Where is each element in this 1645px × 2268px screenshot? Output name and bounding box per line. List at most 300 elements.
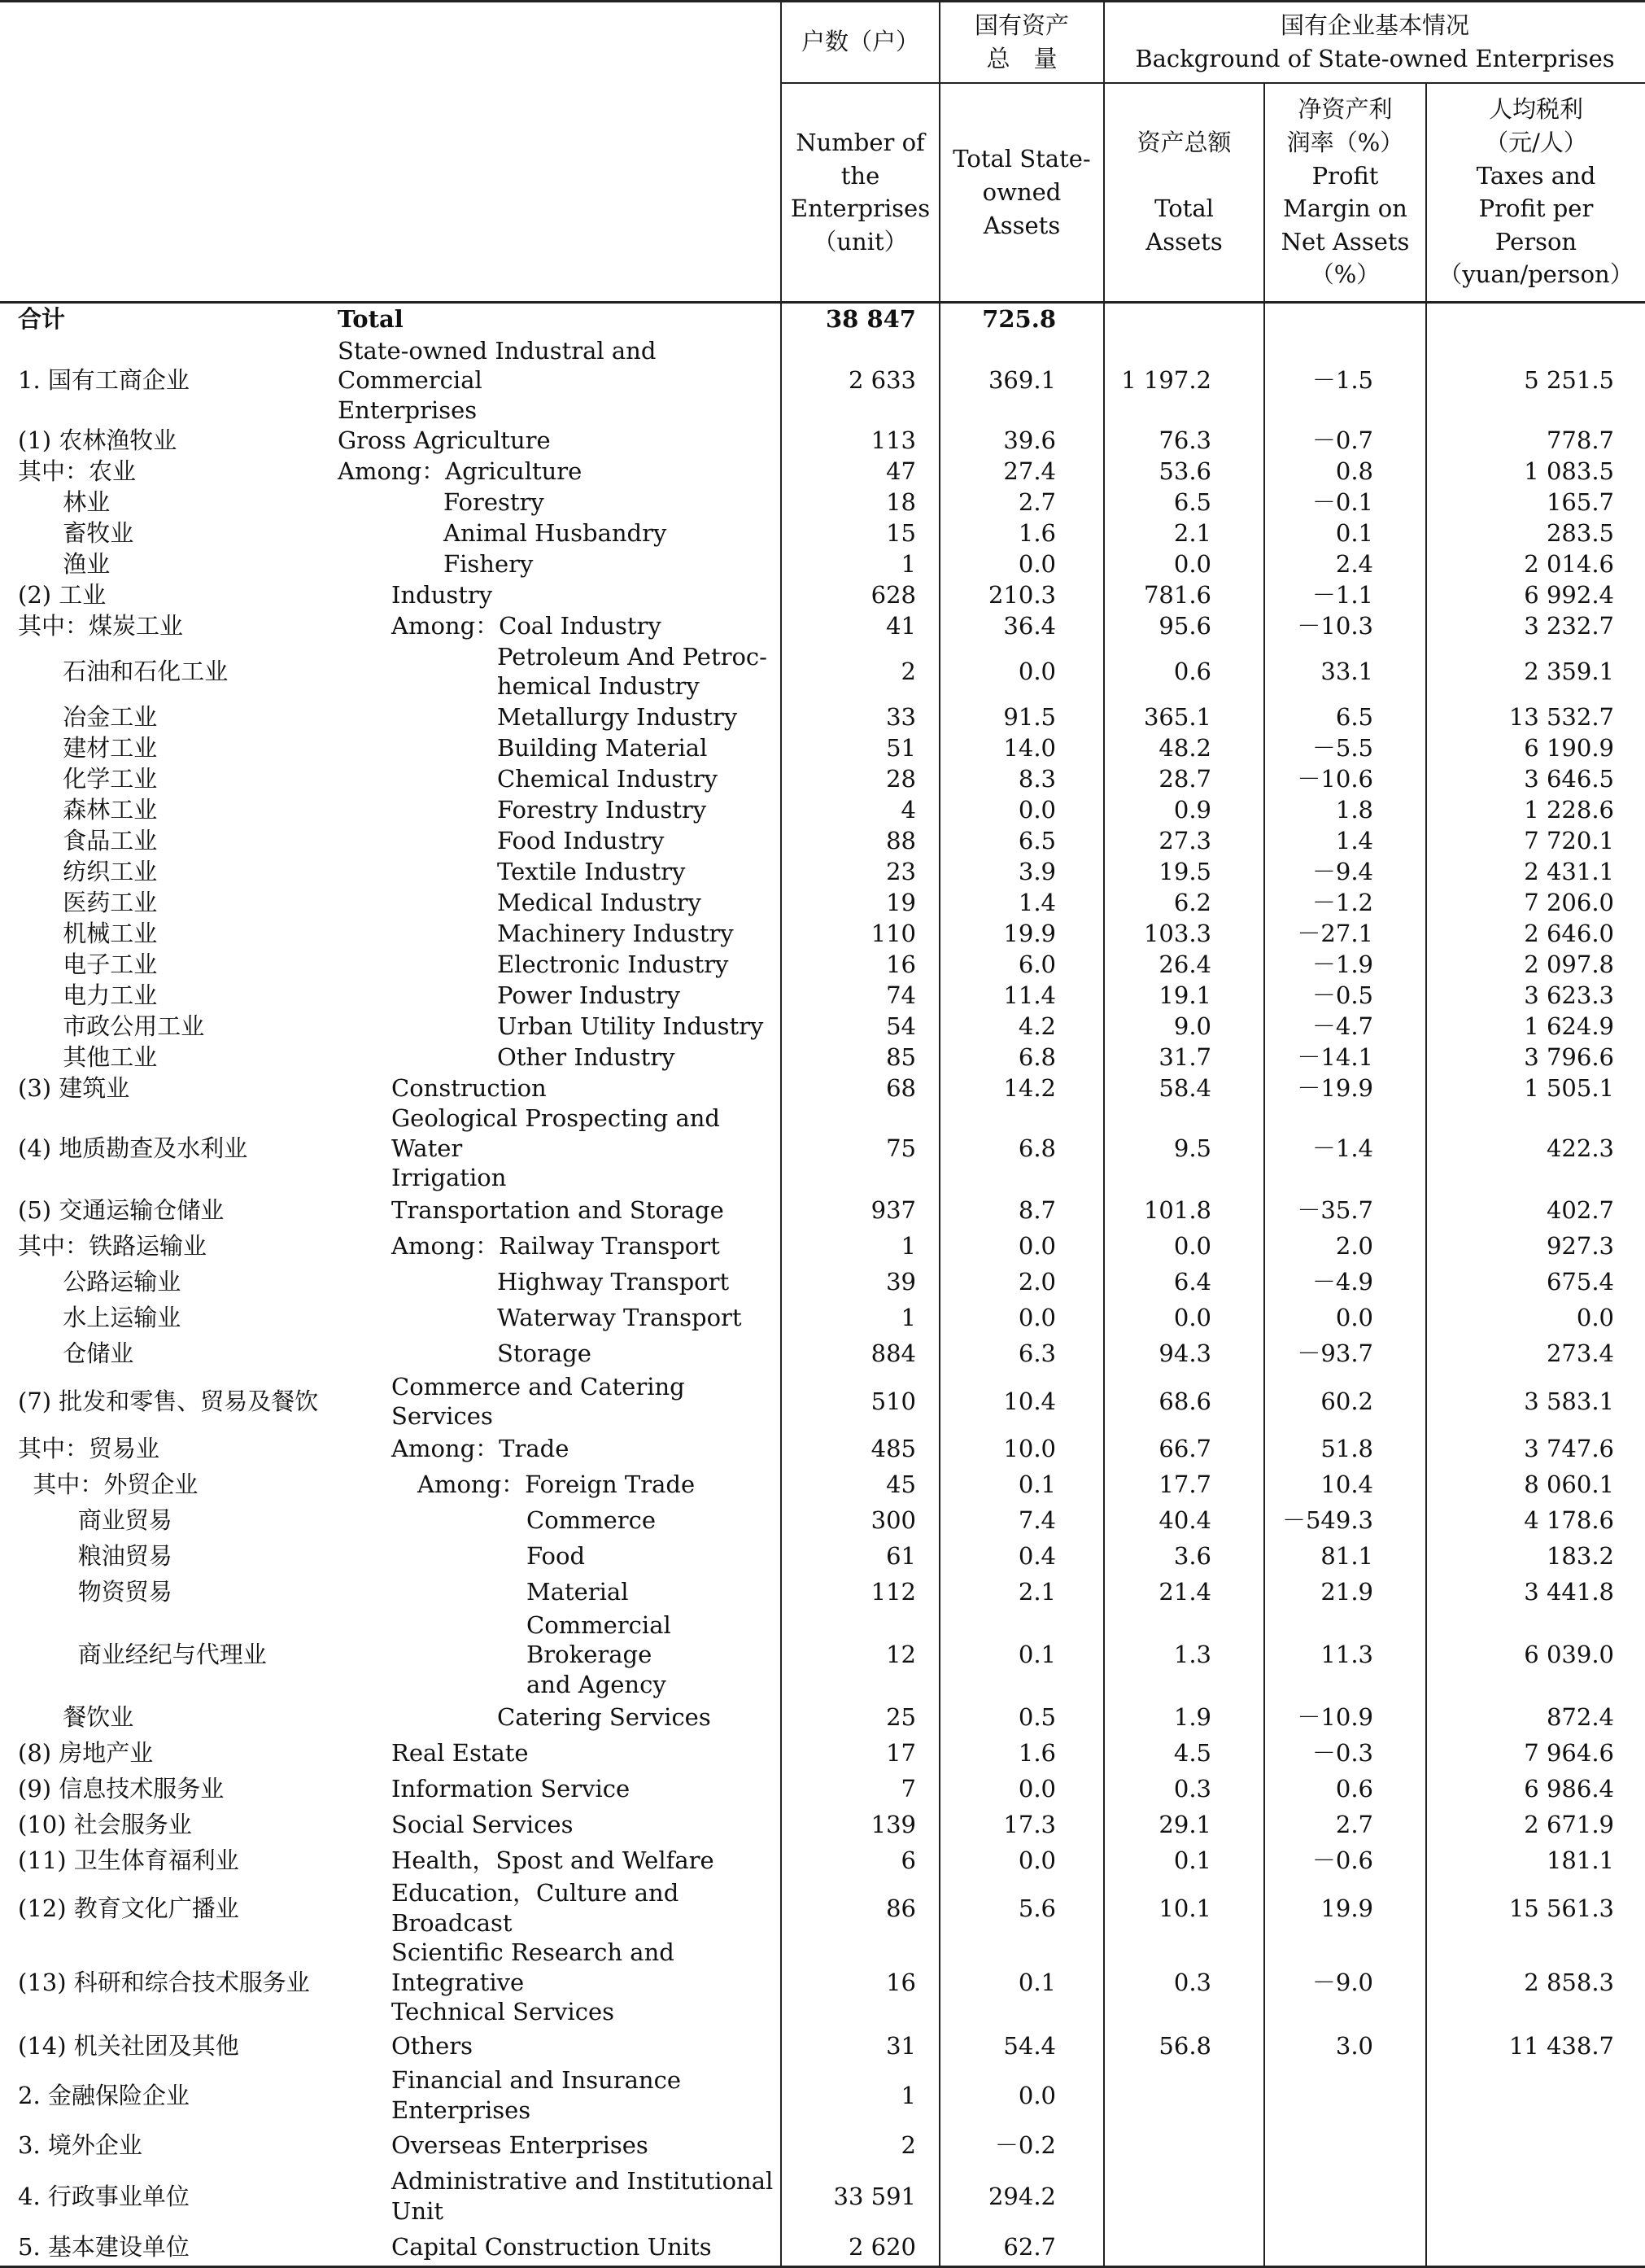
cell-enterprises: 1 [781, 1229, 940, 1265]
cell-state-assets: 91.5 [940, 701, 1104, 732]
row-label-zh: 其中：贸易业 [18, 1435, 160, 1463]
row-label-zh: 电子工业 [18, 950, 158, 978]
cell-profit-margin: －0.1 [1264, 487, 1426, 518]
header-background-zh: 国有企业基本情况 [1280, 11, 1469, 40]
row-label-zh: (2) 工业 [18, 580, 107, 609]
cell-profit-margin [1264, 2065, 1426, 2126]
cell-taxes-profit: 422.3 [1426, 1103, 1645, 1193]
cell-profit-margin [1264, 303, 1426, 336]
row-label-zh: 仓储业 [18, 1339, 134, 1368]
cell-total-assets: 0.6 [1104, 641, 1264, 701]
cell-profit-margin: 21.9 [1264, 1575, 1426, 1610]
row-label-en: Information Service [391, 1775, 631, 1803]
row-label-zh: 冶金工业 [18, 702, 158, 731]
cell-taxes-profit: 13 532.7 [1426, 701, 1645, 732]
cell-profit-margin [1264, 2126, 1426, 2164]
header-profit-margin: 净资产利 润率（%） Profit Margin on Net Assets （%） [1264, 83, 1426, 303]
table-row [0, 1878, 1645, 1938]
table-row [0, 1103, 1645, 1193]
header-taxes-profit: 人均税利 （元/人） Taxes and Profit per Person （yuan/person） [1426, 83, 1645, 303]
cell-taxes-profit: 283.5 [1426, 518, 1645, 548]
row-label-en: Forestry Industry [497, 795, 707, 824]
table-row [0, 1467, 1645, 1503]
cell-enterprises: 112 [781, 1575, 940, 1610]
table-row [0, 1193, 1645, 1229]
cell-state-assets: 1.6 [940, 1735, 1104, 1771]
cell-enterprises: 19 [781, 887, 940, 918]
cell-total-assets: 9.0 [1104, 1011, 1264, 1042]
cell-taxes-profit: 6 190.9 [1426, 732, 1645, 763]
table-row [0, 425, 1645, 456]
row-label-en: Commercial Brokerage and Agency [526, 1610, 671, 1698]
cell-total-assets: 1 197.2 [1104, 336, 1264, 426]
cell-profit-margin: －10.9 [1264, 1699, 1426, 1735]
cell-profit-margin: －1.1 [1264, 579, 1426, 610]
cell-taxes-profit: 2 858.3 [1426, 1938, 1645, 2027]
row-label-en: Other Industry [497, 1042, 675, 1071]
table-row [0, 336, 1645, 426]
cell-taxes-profit: 165.7 [1426, 487, 1645, 518]
cell-total-assets: 53.6 [1104, 456, 1264, 487]
cell-state-assets: 0.0 [940, 1771, 1104, 1807]
cell-taxes-profit: 2 431.1 [1426, 856, 1645, 887]
cell-enterprises: 51 [781, 732, 940, 763]
cell-taxes-profit: 1 624.9 [1426, 1011, 1645, 1042]
row-label-zh: 水上运输业 [18, 1304, 181, 1332]
cell-profit-margin: －0.6 [1264, 1842, 1426, 1878]
cell-profit-margin: －549.3 [1264, 1503, 1426, 1539]
cell-total-assets: 6.2 [1104, 887, 1264, 918]
cell-enterprises: 38 847 [781, 303, 940, 336]
cell-taxes-profit: 3 646.5 [1426, 763, 1645, 794]
cell-total-assets: 68.6 [1104, 1372, 1264, 1431]
row-label-en: Building Material [497, 733, 708, 762]
cell-profit-margin: －0.5 [1264, 980, 1426, 1011]
table-row [0, 1539, 1645, 1575]
table-row [0, 518, 1645, 548]
row-label-en: Others [391, 2031, 473, 2060]
cell-taxes-profit: 8 060.1 [1426, 1467, 1645, 1503]
cell-state-assets: 14.0 [940, 732, 1104, 763]
cell-total-assets: 21.4 [1104, 1575, 1264, 1610]
cell-total-assets: 103.3 [1104, 918, 1264, 949]
row-label-zh: (7) 批发和零售、贸易及餐饮 [18, 1387, 319, 1415]
cell-enterprises: 628 [781, 579, 940, 610]
cell-taxes-profit: 872.4 [1426, 1699, 1645, 1735]
cell-enterprises: 510 [781, 1372, 940, 1431]
cell-enterprises: 68 [781, 1073, 940, 1103]
cell-profit-margin: －4.9 [1264, 1265, 1426, 1300]
table-row [0, 641, 1645, 701]
row-label-en: Animal Husbandry [443, 518, 667, 547]
cell-enterprises: 54 [781, 1011, 940, 1042]
cell-enterprises: 17 [781, 1735, 940, 1771]
row-label-zh: 纺织工业 [18, 857, 158, 885]
row-label-zh: (13) 科研和综合技术服务业 [18, 1968, 310, 1996]
cell-profit-margin: －14.1 [1264, 1042, 1426, 1073]
cell-state-assets: 6.3 [940, 1336, 1104, 1372]
table-row [0, 548, 1645, 579]
cell-state-assets: 10.0 [940, 1431, 1104, 1467]
header-state-assets-zh: 国有资产 总 量 [940, 2, 1104, 83]
table-row [0, 1610, 1645, 1700]
cell-state-assets: 14.2 [940, 1073, 1104, 1103]
row-label-en: Health，Spost and Welfare [391, 1846, 714, 1875]
row-label-en: Commerce and Catering Services [391, 1372, 685, 1431]
cell-taxes-profit: 927.3 [1426, 1229, 1645, 1265]
cell-total-assets: 9.5 [1104, 1103, 1264, 1193]
cell-enterprises: 884 [781, 1336, 940, 1372]
cell-state-assets: 294.2 [940, 2164, 1104, 2229]
row-label-zh: 医药工业 [18, 888, 158, 916]
cell-taxes-profit: 4 178.6 [1426, 1503, 1645, 1539]
cell-enterprises: 300 [781, 1503, 940, 1539]
row-label-en: Catering Services [497, 1703, 711, 1732]
row-label-zh: 电力工业 [18, 981, 158, 1009]
cell-taxes-profit: 1 083.5 [1426, 456, 1645, 487]
cell-enterprises: 12 [781, 1610, 940, 1700]
cell-state-assets: 54.4 [940, 2027, 1104, 2065]
cell-enterprises: 28 [781, 763, 940, 794]
cell-profit-margin: 19.9 [1264, 1878, 1426, 1938]
row-label-zh: 商业贸易 [18, 1506, 172, 1535]
cell-taxes-profit: 6 039.0 [1426, 1610, 1645, 1700]
cell-enterprises: 61 [781, 1539, 940, 1575]
cell-total-assets: 40.4 [1104, 1503, 1264, 1539]
table-row [0, 2229, 1645, 2266]
cell-total-assets [1104, 2065, 1264, 2126]
row-label-en: Among：Trade [391, 1435, 569, 1463]
cell-total-assets: 1.3 [1104, 1610, 1264, 1700]
cell-state-assets: 36.4 [940, 610, 1104, 641]
cell-total-assets: 0.0 [1104, 1300, 1264, 1336]
cell-state-assets: 8.7 [940, 1193, 1104, 1229]
cell-total-assets: 19.5 [1104, 856, 1264, 887]
cell-state-assets: 10.4 [940, 1372, 1104, 1431]
row-label-en: Among：Railway Transport [391, 1232, 720, 1261]
cell-total-assets: 0.0 [1104, 548, 1264, 579]
row-label-zh: 餐饮业 [18, 1703, 134, 1732]
table-row [0, 1771, 1645, 1807]
row-label-zh: 公路运输业 [18, 1268, 181, 1296]
row-label-zh: (1) 农林渔牧业 [18, 426, 177, 454]
cell-profit-margin: －9.0 [1264, 1938, 1426, 2027]
cell-enterprises: 1 [781, 548, 940, 579]
row-label-en: Gross Agriculture [338, 426, 551, 454]
cell-enterprises: 16 [781, 1938, 940, 2027]
cell-state-assets: 6.0 [940, 949, 1104, 980]
table-header [0, 2, 1645, 303]
row-label-en: Administrative and Institutional Unit [391, 2167, 774, 2225]
row-label-en: Machinery Industry [497, 919, 734, 947]
table-row [0, 1431, 1645, 1467]
row-label-en: Material [526, 1578, 629, 1606]
cell-profit-margin: －0.3 [1264, 1735, 1426, 1771]
cell-state-assets: 0.0 [940, 794, 1104, 825]
row-label-zh: 5. 基本建设单位 [0, 2229, 338, 2266]
row-label-en: Petroleum And Petroc- hemical Industry [497, 642, 767, 701]
table-row [0, 949, 1645, 980]
cell-taxes-profit: 3 747.6 [1426, 1431, 1645, 1467]
cell-profit-margin: 1.4 [1264, 825, 1426, 856]
cell-profit-margin [1264, 2229, 1426, 2266]
table-row [0, 1229, 1645, 1265]
cell-profit-margin: 2.0 [1264, 1229, 1426, 1265]
row-label-zh: (12) 教育文化广播业 [18, 1894, 239, 1922]
cell-total-assets: 56.8 [1104, 2027, 1264, 2065]
cell-enterprises: 75 [781, 1103, 940, 1193]
cell-taxes-profit: 7 720.1 [1426, 825, 1645, 856]
cell-state-assets: －0.2 [940, 2126, 1104, 2164]
cell-profit-margin: －10.6 [1264, 763, 1426, 794]
cell-state-assets: 19.9 [940, 918, 1104, 949]
row-label-en: Among：Coal Industry [391, 611, 661, 640]
cell-enterprises: 2 633 [781, 336, 940, 426]
cell-enterprises: 23 [781, 856, 940, 887]
row-label-zh: 1. 国有工商企业 [18, 366, 190, 395]
cell-state-assets: 1.6 [940, 518, 1104, 548]
cell-profit-margin: －10.3 [1264, 610, 1426, 641]
table-row [0, 2164, 1645, 2229]
cell-enterprises: 31 [781, 2027, 940, 2065]
cell-enterprises: 4 [781, 794, 940, 825]
table-row [0, 794, 1645, 825]
cell-state-assets: 11.4 [940, 980, 1104, 1011]
cell-profit-margin: －93.7 [1264, 1336, 1426, 1372]
cell-state-assets: 0.0 [940, 1229, 1104, 1265]
cell-taxes-profit: 2 359.1 [1426, 641, 1645, 701]
row-label-zh: 4. 行政事业单位 [18, 2182, 190, 2210]
row-label-zh: 其他工业 [18, 1042, 158, 1071]
row-label-zh: (10) 社会服务业 [18, 1811, 192, 1839]
cell-enterprises: 86 [781, 1878, 940, 1938]
row-label-en: Capital Construction Units [338, 2229, 781, 2266]
cell-taxes-profit [1426, 2065, 1645, 2126]
row-label-en: Food Industry [497, 826, 665, 854]
cell-enterprises: 33 [781, 701, 940, 732]
row-label-en: Among：Foreign Trade [417, 1470, 696, 1499]
cell-total-assets: 365.1 [1104, 701, 1264, 732]
table-body [0, 303, 1645, 2267]
cell-state-assets: 62.7 [940, 2229, 1104, 2266]
cell-total-assets: 101.8 [1104, 1193, 1264, 1229]
row-label-en: Construction [391, 1073, 547, 1102]
cell-state-assets: 2.0 [940, 1265, 1104, 1300]
cell-total-assets: 28.7 [1104, 763, 1264, 794]
table-row [0, 1699, 1645, 1735]
cell-profit-margin: －35.7 [1264, 1193, 1426, 1229]
cell-profit-margin: 1.8 [1264, 794, 1426, 825]
cell-taxes-profit: 2 097.8 [1426, 949, 1645, 980]
cell-total-assets [1104, 2229, 1264, 2266]
cell-total-assets: 0.3 [1104, 1771, 1264, 1807]
table-row [0, 1938, 1645, 2027]
cell-total-assets: 19.1 [1104, 980, 1264, 1011]
cell-taxes-profit: 273.4 [1426, 1336, 1645, 1372]
cell-state-assets: 7.4 [940, 1503, 1104, 1539]
table-row [0, 980, 1645, 1011]
cell-profit-margin [1264, 2164, 1426, 2229]
header-background [1104, 2, 1645, 83]
row-label-zh: 渔业 [18, 549, 111, 578]
cell-taxes-profit: 3 623.3 [1426, 980, 1645, 1011]
cell-state-assets: 369.1 [940, 336, 1104, 426]
cell-taxes-profit: 11 438.7 [1426, 2027, 1645, 2065]
cell-total-assets: 781.6 [1104, 579, 1264, 610]
row-label-zh: 石油和石化工业 [18, 657, 229, 685]
row-label-zh: 市政公用工业 [18, 1012, 205, 1040]
cell-taxes-profit: 675.4 [1426, 1265, 1645, 1300]
row-label-zh: 合计 [18, 305, 66, 334]
table-row [0, 303, 1645, 336]
cell-enterprises: 47 [781, 456, 940, 487]
cell-taxes-profit: 402.7 [1426, 1193, 1645, 1229]
cell-taxes-profit: 2 646.0 [1426, 918, 1645, 949]
cell-total-assets: 27.3 [1104, 825, 1264, 856]
cell-profit-margin: －9.4 [1264, 856, 1426, 887]
row-label-en: Urban Utility Industry [497, 1012, 764, 1040]
row-label-en: Social Services [391, 1811, 574, 1839]
cell-profit-margin: 2.7 [1264, 1807, 1426, 1842]
cell-enterprises: 18 [781, 487, 940, 518]
cell-profit-margin: 81.1 [1264, 1539, 1426, 1575]
table-row [0, 1300, 1645, 1336]
table-row [0, 2126, 1645, 2164]
cell-taxes-profit: 3 796.6 [1426, 1042, 1645, 1073]
cell-state-assets: 6.8 [940, 1103, 1104, 1193]
row-label-zh: 2. 金融保险企业 [18, 2081, 190, 2109]
cell-total-assets: 95.6 [1104, 610, 1264, 641]
cell-state-assets: 2.1 [940, 1575, 1104, 1610]
cell-state-assets: 0.1 [940, 1610, 1104, 1700]
cell-total-assets: 0.1 [1104, 1842, 1264, 1878]
cell-total-assets: 0.9 [1104, 794, 1264, 825]
cell-profit-margin: 10.4 [1264, 1467, 1426, 1503]
cell-enterprises: 25 [781, 1699, 940, 1735]
cell-enterprises: 2 [781, 641, 940, 701]
cell-state-assets: 0.5 [940, 1699, 1104, 1735]
row-label-zh: 森林工业 [18, 795, 158, 824]
row-label-en: Scientific Research and Integrative Technical Services [391, 1938, 674, 2026]
cell-taxes-profit: 1 228.6 [1426, 794, 1645, 825]
cell-enterprises: 15 [781, 518, 940, 548]
cell-enterprises: 1 [781, 1300, 940, 1336]
table-row [0, 1842, 1645, 1878]
row-label-zh: 林业 [18, 487, 111, 516]
table-row [0, 701, 1645, 732]
row-label-zh: (14) 机关社团及其他 [18, 2031, 239, 2060]
row-label-en: Textile Industry [497, 857, 686, 885]
cell-total-assets: 0.0 [1104, 1229, 1264, 1265]
row-label-en: Education，Culture and Broadcast [391, 1879, 679, 1937]
cell-profit-margin: －1.5 [1264, 336, 1426, 426]
cell-total-assets: 58.4 [1104, 1073, 1264, 1103]
table-row [0, 610, 1645, 641]
cell-taxes-profit: 778.7 [1426, 425, 1645, 456]
row-label-en: Total [338, 305, 404, 334]
cell-state-assets: 6.8 [940, 1042, 1104, 1073]
cell-profit-margin: 0.1 [1264, 518, 1426, 548]
row-label-en: Chemical Industry [497, 764, 718, 793]
cell-enterprises: 7 [781, 1771, 940, 1807]
cell-profit-margin: 51.8 [1264, 1431, 1426, 1467]
cell-profit-margin: －4.7 [1264, 1011, 1426, 1042]
table-row [0, 1575, 1645, 1610]
cell-enterprises: 6 [781, 1842, 940, 1878]
cell-state-assets: 4.2 [940, 1011, 1104, 1042]
cell-enterprises: 2 620 [781, 2229, 940, 2266]
cell-state-assets: 39.6 [940, 425, 1104, 456]
cell-enterprises: 74 [781, 980, 940, 1011]
cell-total-assets: 94.3 [1104, 1336, 1264, 1372]
cell-total-assets: 6.5 [1104, 487, 1264, 518]
cell-enterprises: 1 [781, 2065, 940, 2126]
cell-total-assets: 76.3 [1104, 425, 1264, 456]
cell-taxes-profit: 181.1 [1426, 1842, 1645, 1878]
cell-taxes-profit: 3 232.7 [1426, 610, 1645, 641]
row-label-en: Storage [497, 1339, 591, 1368]
table-row [0, 2065, 1645, 2126]
row-label-zh: 物资贸易 [18, 1578, 172, 1606]
cell-state-assets: 1.4 [940, 887, 1104, 918]
row-label-en: Geological Prospecting and Water Irrigation [391, 1104, 720, 1192]
cell-taxes-profit: 3 441.8 [1426, 1575, 1645, 1610]
cell-taxes-profit [1426, 2126, 1645, 2164]
row-label-en: Fishery [443, 549, 534, 578]
cell-profit-margin: －1.9 [1264, 949, 1426, 980]
table-row [0, 456, 1645, 487]
row-label-en: Industry [391, 580, 493, 609]
row-label-en: Food [526, 1542, 586, 1571]
row-label-zh: (5) 交通运输仓储业 [18, 1196, 225, 1225]
cell-profit-margin: －27.1 [1264, 918, 1426, 949]
row-label-en: State-owned Industral and Commercial Enterprises [338, 336, 657, 424]
cell-total-assets: 0.3 [1104, 1938, 1264, 2027]
cell-state-assets: 0.0 [940, 548, 1104, 579]
cell-total-assets [1104, 2164, 1264, 2229]
cell-taxes-profit: 2 014.6 [1426, 548, 1645, 579]
table-row [0, 887, 1645, 918]
cell-state-assets: 27.4 [940, 456, 1104, 487]
cell-total-assets: 17.7 [1104, 1467, 1264, 1503]
row-label-en: Medical Industry [497, 888, 701, 916]
table-row [0, 1503, 1645, 1539]
header-blank [0, 2, 781, 303]
table-row [0, 1372, 1645, 1431]
cell-state-assets: 0.0 [940, 2065, 1104, 2126]
cell-taxes-profit: 7 964.6 [1426, 1735, 1645, 1771]
cell-enterprises: 45 [781, 1467, 940, 1503]
cell-profit-margin: 33.1 [1264, 641, 1426, 701]
cell-total-assets: 3.6 [1104, 1539, 1264, 1575]
row-label-zh: (3) 建筑业 [18, 1073, 130, 1102]
row-label-en: Metallurgy Industry [497, 702, 738, 731]
table-row [0, 1336, 1645, 1372]
cell-state-assets: 0.0 [940, 1300, 1104, 1336]
cell-state-assets: 0.0 [940, 1842, 1104, 1878]
cell-total-assets [1104, 2126, 1264, 2164]
cell-enterprises: 937 [781, 1193, 940, 1229]
row-label-en: Electronic Industry [497, 950, 729, 978]
cell-total-assets: 31.7 [1104, 1042, 1264, 1073]
row-label-en: Transportation and Storage [391, 1196, 724, 1225]
table-row [0, 1011, 1645, 1042]
cell-profit-margin: －1.2 [1264, 887, 1426, 918]
row-label-zh: (11) 卫生体育福利业 [18, 1846, 239, 1875]
cell-total-assets: 10.1 [1104, 1878, 1264, 1938]
table-row [0, 1042, 1645, 1073]
cell-taxes-profit [1426, 303, 1645, 336]
